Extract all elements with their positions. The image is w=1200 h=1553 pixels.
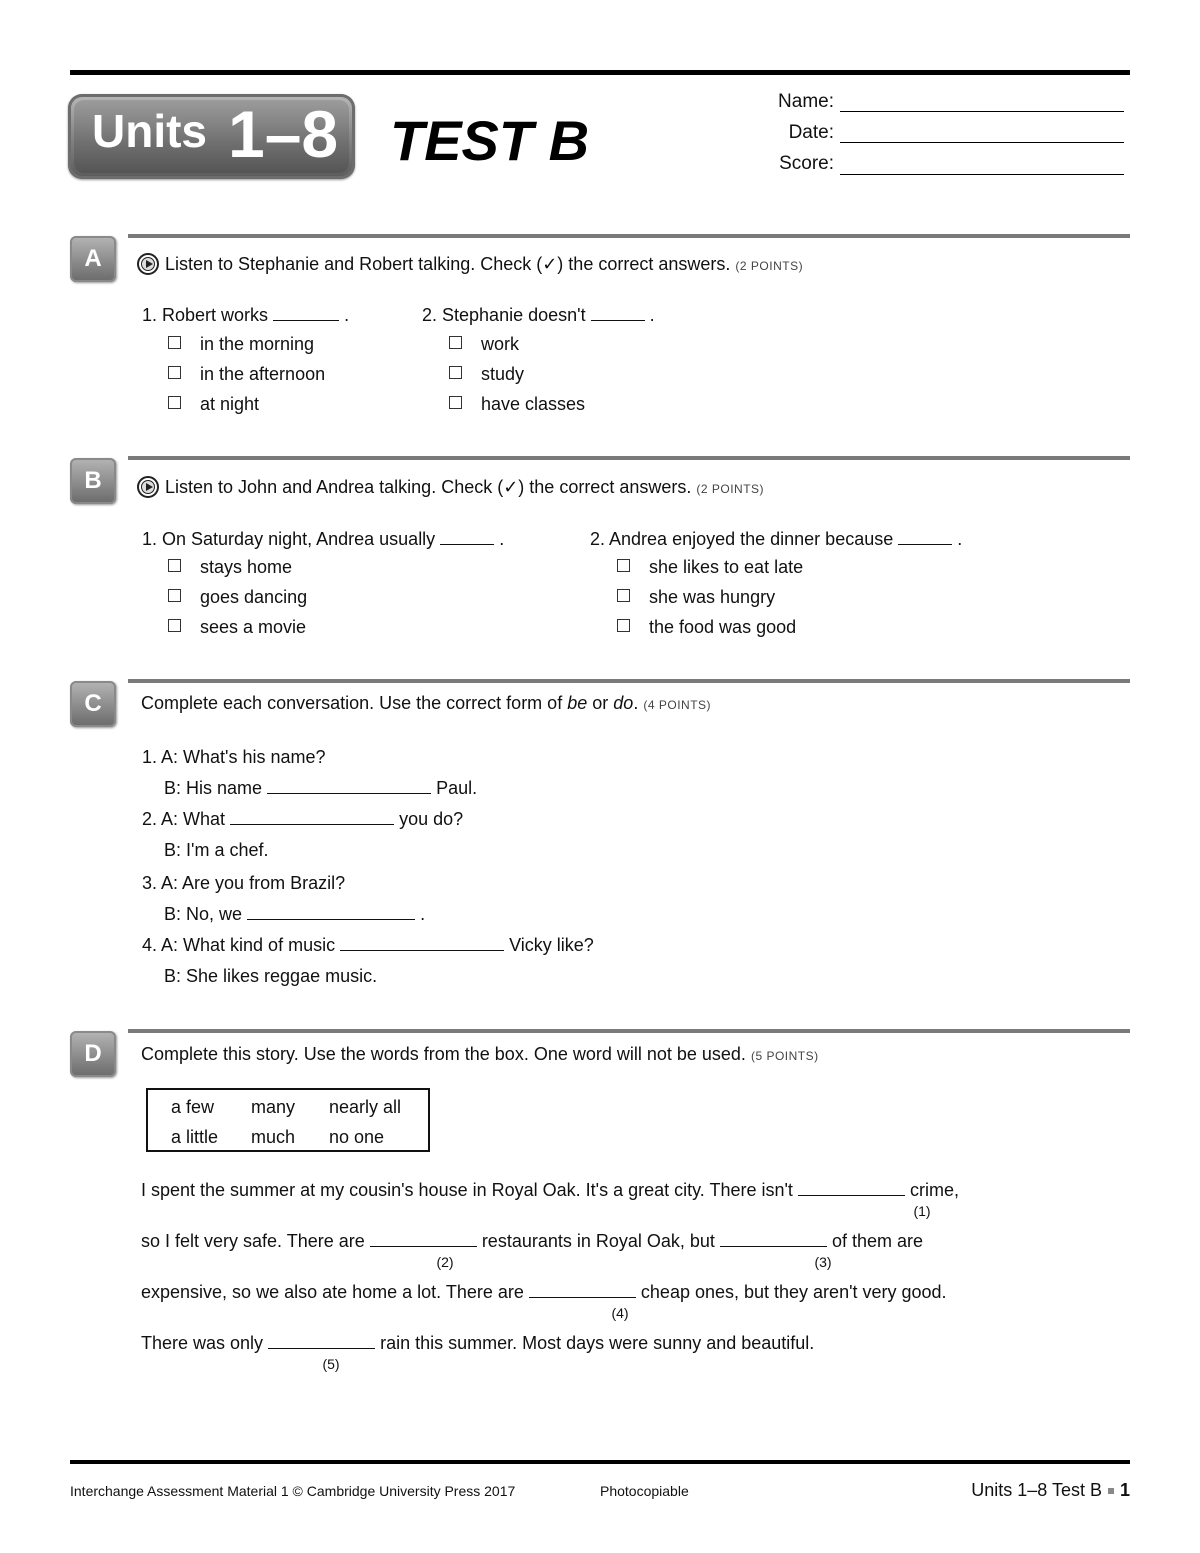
checkbox[interactable] bbox=[617, 589, 630, 602]
option-label: in the afternoon bbox=[200, 364, 326, 384]
date-field[interactable] bbox=[840, 142, 1124, 143]
section-d-bar bbox=[128, 1029, 1130, 1033]
section-c-instruction: Complete each conversation. Use the correct form of be or do. (4 POINTS) bbox=[141, 693, 712, 713]
word-box-item: much bbox=[251, 1127, 296, 1147]
answer-blank-4[interactable] bbox=[529, 1296, 636, 1298]
units-word: Units bbox=[92, 105, 207, 157]
conversation-line: 2. A: What you do? bbox=[142, 809, 464, 829]
answer-blank[interactable] bbox=[267, 792, 431, 794]
audio-icon[interactable] bbox=[137, 476, 159, 498]
footer-page-label: Units 1–8 Test B 1 bbox=[971, 1480, 1130, 1500]
conversation-line: 1. A: What's his name? bbox=[142, 747, 326, 767]
section-b-badge: B bbox=[70, 458, 116, 504]
word-box-item: a little bbox=[171, 1127, 219, 1147]
checkbox[interactable] bbox=[168, 589, 181, 602]
option-label: have classes bbox=[481, 394, 586, 414]
conversation-line: 4. A: What kind of music Vicky like? bbox=[142, 935, 594, 955]
conversation-line: B: No, we . bbox=[164, 904, 426, 924]
answer-blank[interactable] bbox=[230, 823, 394, 825]
word-box-item: nearly all bbox=[329, 1097, 402, 1117]
answer-blank-3[interactable] bbox=[720, 1245, 827, 1247]
blank-marker: (5) bbox=[322, 1356, 340, 1372]
section-a-q2: 2. Stephanie doesn't . bbox=[422, 305, 655, 325]
section-b-instruction: Listen to John and Andrea talking. Check (✓) the correct answers. (2 POINTS) bbox=[137, 476, 764, 498]
answer-blank-1[interactable] bbox=[798, 1194, 905, 1196]
section-a-points: (2 POINTS) bbox=[735, 259, 804, 273]
section-a-q1: 1. Robert works . bbox=[142, 305, 350, 325]
section-a-badge: A bbox=[70, 236, 116, 282]
page-number: 1 bbox=[1119, 1480, 1130, 1500]
test-title: TEST B bbox=[390, 109, 590, 172]
checkbox[interactable] bbox=[168, 559, 181, 572]
option-label: she was hungry bbox=[649, 587, 776, 607]
word-box-item: no one bbox=[329, 1127, 385, 1147]
option-label: in the morning bbox=[200, 334, 315, 354]
story-line: There was only rain this summer. Most days were sunny and beautiful. bbox=[141, 1333, 815, 1353]
answer-blank[interactable] bbox=[591, 319, 645, 321]
section-a-bar bbox=[128, 234, 1130, 238]
checkbox[interactable] bbox=[168, 396, 181, 409]
conversation-line: B: I'm a chef. bbox=[164, 840, 269, 860]
checkbox[interactable] bbox=[617, 619, 630, 632]
blank-marker: (1) bbox=[913, 1203, 931, 1219]
word-box-item: many bbox=[251, 1097, 296, 1117]
section-b-q2: 2. Andrea enjoyed the dinner because . bbox=[590, 529, 963, 549]
checkbox[interactable] bbox=[617, 559, 630, 572]
section-c-badge: C bbox=[70, 681, 116, 727]
answer-blank-2[interactable] bbox=[370, 1245, 477, 1247]
name-label: Name: bbox=[778, 91, 834, 112]
option-label: the food was good bbox=[649, 617, 797, 637]
section-b-points: (2 POINTS) bbox=[696, 482, 765, 496]
section-b-q1: 1. On Saturday night, Andrea usually . bbox=[142, 529, 505, 549]
answer-blank[interactable] bbox=[340, 949, 504, 951]
checkbox[interactable] bbox=[168, 366, 181, 379]
checkbox[interactable] bbox=[168, 336, 181, 349]
section-d-points: (5 POINTS) bbox=[750, 1049, 819, 1063]
separator-square-icon bbox=[1108, 1488, 1114, 1494]
checkbox[interactable] bbox=[449, 336, 462, 349]
section-d-instruction: Complete this story. Use the words from the box. One word will not be used. (5 POINTS) bbox=[141, 1044, 819, 1064]
answer-blank[interactable] bbox=[273, 319, 339, 321]
option-label: she likes to eat late bbox=[649, 557, 804, 577]
audio-icon[interactable] bbox=[137, 253, 159, 275]
word-box-item: a few bbox=[171, 1097, 215, 1117]
section-b-bar bbox=[128, 456, 1130, 460]
checkbox[interactable] bbox=[449, 366, 462, 379]
units-range: 1–8 bbox=[228, 97, 339, 171]
answer-blank[interactable] bbox=[247, 918, 415, 920]
story-line: so I felt very safe. There are restaurants in Royal Oak, but of them are bbox=[141, 1231, 924, 1251]
footer-copyright: Interchange Assessment Material 1 © Cambridge University Press 2017 bbox=[70, 1483, 516, 1499]
bottom-rule bbox=[70, 1460, 1130, 1464]
section-c-points: (4 POINTS) bbox=[643, 698, 712, 712]
top-rule bbox=[70, 70, 1130, 75]
answer-blank[interactable] bbox=[898, 543, 952, 545]
conversation-line: B: She likes reggae music. bbox=[164, 966, 378, 986]
score-label: Score: bbox=[779, 153, 834, 174]
conversation-line: B: His name Paul. bbox=[164, 778, 478, 798]
score-field[interactable] bbox=[840, 174, 1124, 175]
story-line: I spent the summer at my cousin's house in Royal Oak. It's a great city. There isn't crime, bbox=[141, 1180, 959, 1200]
answer-blank[interactable] bbox=[440, 543, 494, 545]
checkbox[interactable] bbox=[168, 619, 181, 632]
footer-photocopiable: Photocopiable bbox=[600, 1483, 689, 1499]
section-a-instruction: Listen to Stephanie and Robert talking. Check (✓) the correct answers. (2 POINTS) bbox=[137, 253, 803, 275]
conversation-line: 3. A: Are you from Brazil? bbox=[142, 873, 346, 893]
option-label: study bbox=[481, 364, 525, 384]
checkbox[interactable] bbox=[449, 396, 462, 409]
section-c-bar bbox=[128, 679, 1130, 683]
date-label: Date: bbox=[788, 122, 834, 143]
blank-marker: (3) bbox=[814, 1254, 832, 1270]
option-label: goes dancing bbox=[200, 587, 308, 607]
option-label: at night bbox=[200, 394, 260, 414]
answer-blank-5[interactable] bbox=[268, 1347, 375, 1349]
story-line: expensive, so we also ate home a lot. There are cheap ones, but they aren't very good. bbox=[141, 1282, 947, 1302]
blank-marker: (4) bbox=[611, 1305, 629, 1321]
option-label: work bbox=[481, 334, 520, 354]
name-field[interactable] bbox=[840, 111, 1124, 112]
option-label: stays home bbox=[200, 557, 293, 577]
section-d-badge: D bbox=[70, 1031, 116, 1077]
option-label: sees a movie bbox=[200, 617, 307, 637]
blank-marker: (2) bbox=[436, 1254, 454, 1270]
